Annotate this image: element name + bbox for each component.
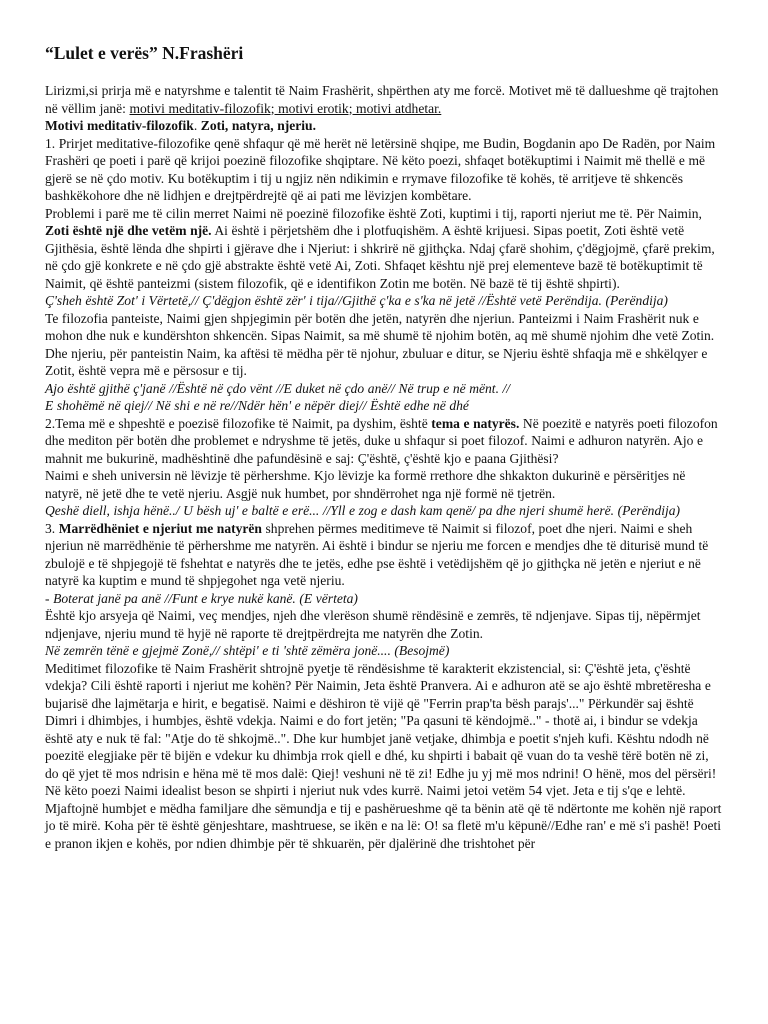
paragraph-4-before: 2.Tema më e shpeshtë e poezisë filozofike të Naimit, pa dyshim, është xyxy=(45,415,432,431)
quote-3: Qeshë diell, ishja hënë../ U bësh uj' e baltë e erë... //Yll e zog e dash kam qenë/ pa dhe njeri shumë herë. (Perëndija) xyxy=(45,503,681,518)
intro-motifs-underlined: motivi meditativ-filozofik; motivi erotik; motivi atdhetar. xyxy=(129,100,442,116)
paragraph-2-after: Ai është i përjetshëm dhe i plotfuqishëm. A është krijuesi. Sipas poetit, Zoti është vetë Gjithësia, është lënda dhe shpirti i gjërave dhe i Njeriut: i shkrirë në gjithçka. Ndaj çfarë shohim, ç'dëgjojmë, çfarë prekim, në çdo gjë konkrete e në çdo gjë abstrakte është vetë Ai, Zoti. Shfaqet kështu një prej elementeve bazë të botëkuptimit të Naimit, që është panteizmi (sistem filozofik, që e identifikon Zotin me botën. Në bazë të tij është shpirti). xyxy=(45,223,715,291)
paragraph-1: 1. Prirjet meditative-filozofike qenë shfaqur që më herët në letërsinë shqipe, me Budin, Bogdanin apo De Radën, por Naim Frashëri qe poeti i parë që krijoi poezinë filozofike shqiptare. Në këto poezi, shfaqet botëkuptimi i Naimit më thellë e më gjerë se në çdo motiv. Ku botëkuptim i tij u ngjiz nën ndikimin e rrymave filozofike të kohës, të arritjeve të shkencës bashkëkohore dhe në lidhjen e drejtpërdrejtë që ai pati me lëvizjen kombëtare. xyxy=(45,135,716,203)
paragraph-4-after: Në poezitë e natyrës poeti filozofon dhe mediton për botën dhe problemet e ndryshme të jetës, duke u shfaqur si poet filozof. Naimi e adhuron natyrën. Ajo e mahnit me bukurinë, madhështinë dhe pafundësinë e saj: Ç'është, ç'është kjo e paana Gjithësi? xyxy=(45,415,718,466)
paragraph-5: Naimi e sheh universin në lëvizje të përhershme. Kjo lëvizje ka formë rrethore dhe shkakton dukurinë e përsëritjes në natyrë, në jetë dhe te vetë njeriu. Asgjë nuk humbet, por shndërrohet nga një formë në tjetrën. xyxy=(45,468,686,501)
paragraph-6-after: shprehen përmes meditimeve të Naimit si filozof, poet dhe njeri. Naimi e sheh njeriun në marrëdhënie të përhershme me natyrën. Ai është i bindur se njeriu me forcen e mendjes dhe të diturisë mund të zbulojë e të shpjegojë të fshehtat e natyrës dhe te jetës, edhe pse është i vetëdijshëm që jo gjithçka në jetën e njeriut e në natyrë ka kuptim e mund të shpjegohet nga vetë njeriu. xyxy=(45,520,709,588)
section-heading-title: Motivi meditativ-filozofik xyxy=(45,118,194,133)
document-body xyxy=(45,82,725,852)
paragraph-3: Te filozofia panteiste, Naimi gjen shpjegimin për botën dhe jetën, natyrën dhe njeriun. Panteizmi i Naim Frashërit nuk e mohon dhe nuk e kundërshton shkencën. Sipas Naimit, sa më shumë të njohim botën, aq më shumë njohim dhe vetë Zotin. Dhe njeriu, për panteistin Naim, ka aftësi të mëdha për të njohur, zbuluar e ditur, se Njeriu është shfaqja më e shkëlqyer e Zotit, është vepra më e përsosur e tij. xyxy=(45,310,715,378)
quote-2-line-1: Ajo është gjithë ç'janë //Është në çdo vënt //E duket në çdo anë// Në trup e në mënt. // xyxy=(45,380,511,396)
paragraph-2-bold: Zoti është një dhe vetëm një. xyxy=(45,223,212,238)
paragraph-6-before: 3. xyxy=(45,520,59,536)
paragraph-4 xyxy=(45,415,725,468)
paragraph-7: Është kjo arsyeja që Naimi, veç mendjes, njeh dhe vlerëson shumë rëndësinë e zemrës, të ndjenjave. Sipas tij, nëpërmjet ndjenjave, njeriu mund të hyjë në raporte të drejtpërdrejta me natyrën dhe Zotin. xyxy=(45,608,701,641)
quote-perendija: Ç'sheh është Zot' i Vërtetë,// Ç'dëgjon është zër' i tija//Gjithë ç'ka e s'ka në jetë //Është vetë Perëndija. (Perëndija) xyxy=(45,293,668,308)
intro-paragraph xyxy=(45,82,725,117)
paragraph-2 xyxy=(45,205,725,293)
intro-text: Lirizmi,si prirja më e natyrshme e talentit të Naim Frashërit, shpërthen aty me forcë. Motivet më të dallueshme që trajtohen në vëllim janë: xyxy=(45,83,719,116)
section-heading-separator: . xyxy=(193,118,201,133)
quote-5: Në zemrën tënë e gjejmë Zonë,// shtëpi' e ti 'shtë zëmëra jonë.... (Besojmë) xyxy=(45,643,450,658)
paragraph-4-bold: tema e natyrës. xyxy=(431,415,520,431)
paragraph-6 xyxy=(45,520,725,590)
quote-2-line-2: E shohëmë në qiej// Në shi e në re//Ndër hën' e nëpër diej// Është edhe në dhé xyxy=(45,398,469,413)
paragraph-6-bold: Marrëdhëniet e njeriut me natyrën xyxy=(58,520,262,536)
paragraph-8: Meditimet filozofike të Naim Frashërit shtrojnë pyetje të rëndësishme të karakterit ekzistencial, si: Ç'është jeta, ç'është vdekja? Cili është raporti i njeriut me kohën? Për Naimin, Jeta është Pranvera. Ai e adhuron atë se ajo është mbretëresha e bujarisë dhe lajmëtarja e hirit, e begatisë. Naimi e dëshiron të vijë që "Ferrin prap'ta bësh parajs'..." Përkundër saj është Dimri i dhimbjes, i humbjes, është vdekja. Naimi e do fort jetën; "Pa qasuni të këndojmë.." - thotë ai, i bindur se vdekja është aty e nuk të fal: "Atje do të shkojmë..". Dhe kur humbjet janë vetjake, dhimbja e poetit s'njeh kufi. Kështu ndodh në poezitë elegjiake për të bijën e vdekur ku dhimbja rrok qiell e dhé, ku shpirti i babait që vuan do ta veshë tërë botën në zi, do që yjet të mos ndrisin e hëna më të mos dalë: Qiej! veshuni në të zi! Edhe ju yj më mos ndrini! O hënë, mos del përsëri! Në këto poezi Naimi idealist beson se shpirti i njeriut nuk vdes kurrë. Naimi jetoi vetëm 54 vjet. Jeta e tij s'qe e lehtë. Mjaftojnë humbjet e mëdha familjare dhe sëmundja e tij e pashërueshme që ta bënin atë që të ndërtonte me kohën një raport jo të mirë. Koha për të është gënjeshtare, mashtruese, se ikën e na lë: O! sa fletë m'u këpunë//Edhe ran' e më s'i pashë! Poeti e pranon ikjen e kohës, por ndien dhimbje për të shkuarën, për djalërinë dhe trishtohet për xyxy=(45,660,722,851)
paragraph-2-before: Problemi i parë me të cilin merret Naimi në poezinë filozofike është Zoti, kuptimi i tij, raporti njeriut me të. Për Naimin, xyxy=(45,205,702,221)
quote-4: - Boterat janë pa anë //Funt e krye nukë kanë. (E vërteta) xyxy=(45,590,358,606)
document-title: “Lulet e verës” N.Frashëri xyxy=(45,43,244,63)
section-subheading: Zoti, natyra, njeriu. xyxy=(200,118,316,133)
document-page xyxy=(45,42,725,852)
section-heading xyxy=(45,117,725,135)
